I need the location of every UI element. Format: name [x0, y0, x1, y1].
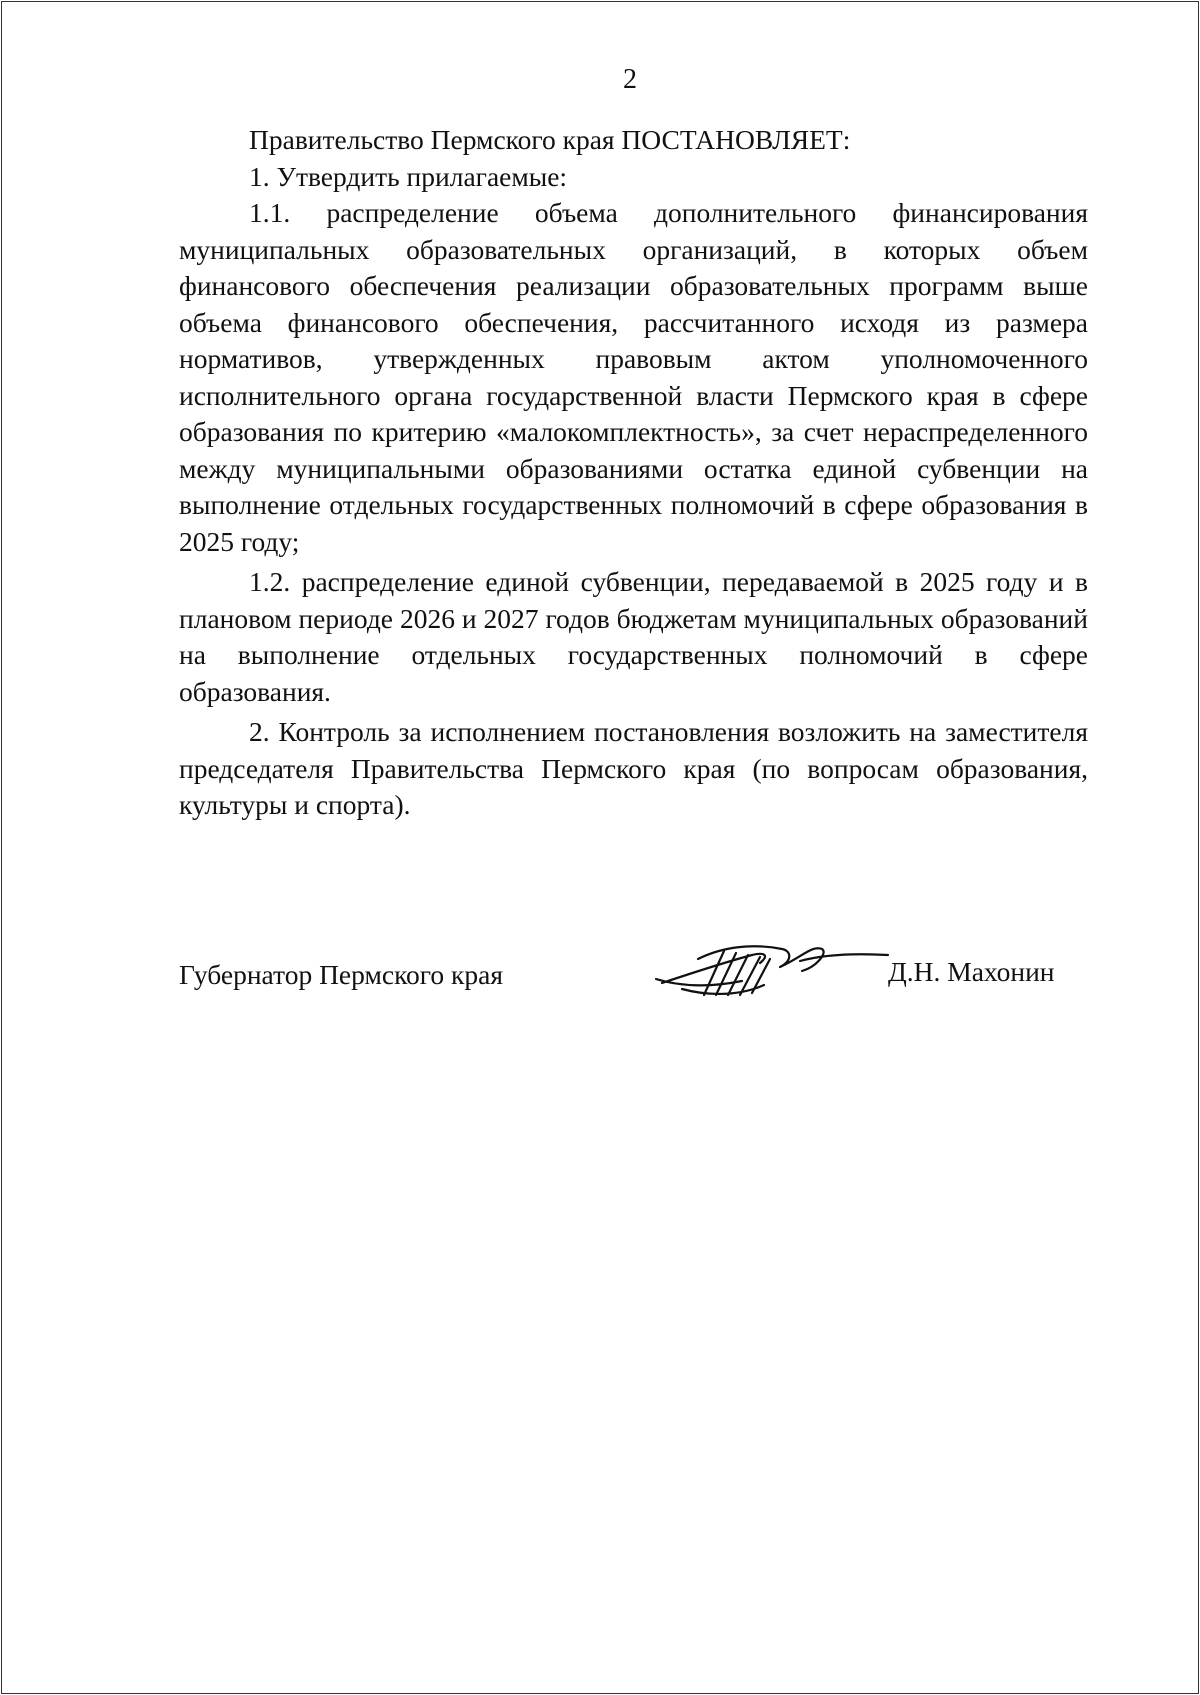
decree-item-1: 1. Утвердить прилагаемые: [249, 160, 568, 192]
signer-title: Губернатор Пермского края [179, 959, 503, 990]
page-number: 2 [623, 64, 637, 95]
signature-block [179, 937, 1079, 1017]
handwritten-signature [652, 937, 892, 1007]
document-body [179, 122, 1088, 824]
decree-item-1-1: 1.1. распределение объема дополнительного финансирования муниципальных образовательных организаций, в которых объем финансового обеспечения реализации образовательных программ выше объема финансового обеспечения, рассчитанного исходя из размера нормативов, утвержденных правовым актом уполномоченного исполнительного органа государственной власти Пермского края в сфере образования по критерию «малокомплектность», за счет нераспределенного между муниципальными образованиями остатка единой субвенции на выполнение отдельных государственных полномочий в сфере образования в 2025 году; [179, 197, 1088, 557]
signer-name: Д.Н. Махонин [888, 956, 1055, 987]
decree-item-1-2: 1.2. распределение единой субвенции, передаваемой в 2025 году и в плановом периоде 2026 и 2027 годов бюджетам муниципальных образований на выполнение отдельных государственных полномочий в сфере образования. [179, 566, 1088, 707]
decree-item-2: 2. Контроль за исполнением постановления возложить на заместителя председателя Правительства Пермского края (по вопросам образования, культуры и спорта). [179, 716, 1088, 820]
decree-preamble: Правительство Пермского края ПОСТАНОВЛЯЕТ: [249, 124, 851, 155]
